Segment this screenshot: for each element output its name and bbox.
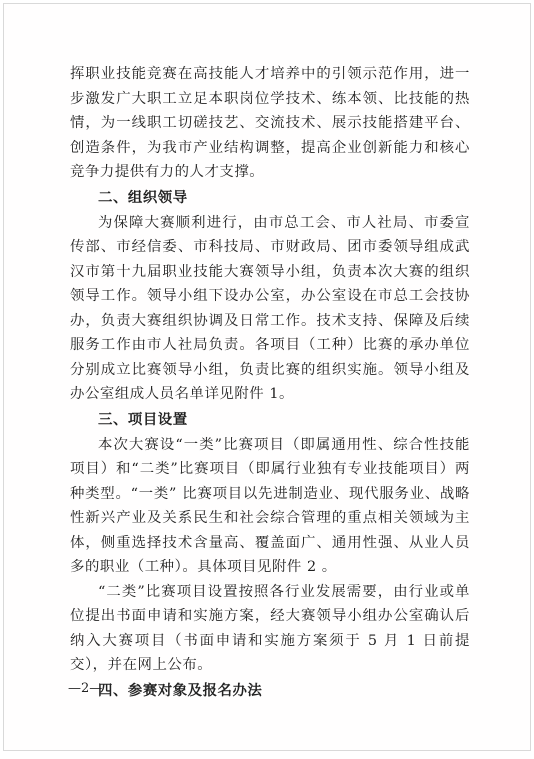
section-heading-organization: 二、组织领导 — [98, 189, 188, 206]
document-body — [70, 62, 470, 704]
section-heading-participants: 四、参赛对象及报名办法 — [98, 682, 263, 699]
paragraph-projects-type-two: “二类”比赛项目设置按照各行业发展需要，由行业或单位提出书面申请和实施方案，经大赛领导小组办公室确认后纳入大赛项目（书面申请和实施方案须于 5 月 1 日前提交），并在网上公布。 — [70, 583, 470, 673]
document-page — [3, 3, 531, 751]
section-heading-projects: 三、项目设置 — [98, 411, 188, 428]
paragraph-projects-type-one: 本次大赛设“一类”比赛项目（即属通用性、综合性技能项目）和“二类”比赛项目（即属行业独有专业技能项目）两种类型。“一类” 比赛项目以先进制造业、现代服务业、战略性新兴产业及关系民生和社会综合管理的重点相关领域为主体，侧重选择技术含量高、覆盖面广、通用性强、从业人员多的职业（工种）。具体项目见附件 2 。 — [70, 436, 470, 575]
paragraph-intro-continued: 挥职业技能竞赛在高技能人才培养中的引领示范作用，进一步激发广大职工立足本职岗位学技术、练本领、比技能的热情，为一线职工切磋技艺、交流技术、展示技能搭建平台、创造条件，为我市产业结构调整，提高企业创新能力和核心竞争力提供有力的人才支撑。 — [70, 66, 470, 180]
page-number: —2— — [68, 681, 103, 696]
paragraph-organization: 为保障大赛顺利进行，由市总工会、市人社局、市委宣传部、市经信委、市科技局、市财政局、团市委领导组成武汉市第十九届职业技能大赛领导小组，负责本次大赛的组织领导工作。领导小组下设办公室，办公室设在市总工会技协办，负责大赛组织协调及日常工作。技术支持、保障及后续服务工作由市人社局负责。各项目（工种）比赛的承办单位分别成立比赛领导小组，负责比赛的组织实施。领导小组及办公室组成人员名单详见附件 1。 — [70, 214, 470, 402]
